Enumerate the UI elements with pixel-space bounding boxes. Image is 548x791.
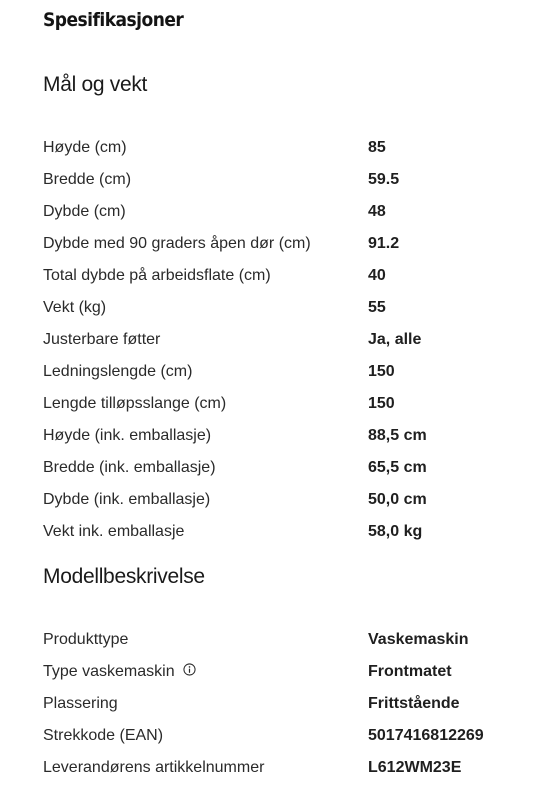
model-description-section (43, 562, 513, 784)
spec-row-cord-length (43, 356, 513, 388)
section-title-model: Modellbeskrivelse (43, 565, 205, 588)
spec-value: Frontmatet (368, 663, 452, 680)
spec-label: Ledningslengde (cm) (43, 363, 193, 380)
spec-row-width (43, 164, 513, 196)
spec-row-total-depth-worktop (43, 260, 513, 292)
spec-row-weight (43, 292, 513, 324)
model-spec-list (43, 624, 513, 784)
spec-value: 150 (368, 363, 395, 380)
spec-label: Justerbare føtter (43, 331, 161, 348)
section-title-dimensions: Mål og vekt (43, 73, 148, 96)
info-icon[interactable] (183, 663, 196, 676)
spec-label: Høyde (cm) (43, 139, 127, 156)
spec-value: 58,0 kg (368, 523, 423, 540)
spec-row-depth-door-open (43, 228, 513, 260)
spec-row-weight-packaged (43, 516, 513, 548)
page-heading: Spesifikasjoner (43, 9, 184, 31)
spec-value: Vaskemaskin (368, 631, 469, 648)
spec-label: Dybde (ink. emballasje) (43, 491, 211, 508)
spec-label: Høyde (ink. emballasje) (43, 427, 212, 444)
spec-row-depth (43, 196, 513, 228)
spec-label: Total dybde på arbeidsflate (cm) (43, 267, 271, 284)
spec-label-text: Type vaskemaskin (43, 663, 175, 680)
spec-row-inlet-hose-length (43, 388, 513, 420)
spec-row-placement (43, 688, 513, 720)
spec-label: Bredde (ink. emballasje) (43, 459, 216, 476)
spec-label: Bredde (cm) (43, 171, 132, 188)
spec-label: Dybde med 90 graders åpen dør (cm) (43, 235, 311, 252)
spec-label: Leverandørens artikkelnummer (43, 759, 265, 776)
spec-row-height-packaged (43, 420, 513, 452)
spec-row-width-packaged (43, 452, 513, 484)
spec-label: Vekt (kg) (43, 299, 107, 316)
spec-row-height (43, 132, 513, 164)
spec-value: 59.5 (368, 171, 400, 188)
spec-label: Strekkode (EAN) (43, 727, 164, 744)
spec-label: Vekt ink. emballasje (43, 523, 185, 540)
spec-label-with-icon (43, 656, 196, 688)
spec-row-supplier-article-number (43, 752, 513, 784)
spec-row-adjustable-feet (43, 324, 513, 356)
spec-row-depth-packaged (43, 484, 513, 516)
spec-row-barcode-ean (43, 720, 513, 752)
spec-row-washer-type (43, 656, 513, 688)
spec-label: Dybde (cm) (43, 203, 126, 220)
spec-value: 85 (368, 139, 386, 156)
spec-value: 40 (368, 267, 386, 284)
spec-value: Frittstående (368, 695, 460, 712)
spec-value: 150 (368, 395, 395, 412)
spec-label: Produkttype (43, 631, 129, 648)
spec-value: L612WM23E (368, 759, 462, 776)
spec-value: 50,0 cm (368, 491, 427, 508)
spec-row-product-type (43, 624, 513, 656)
spec-value: Ja, alle (368, 331, 422, 348)
spec-value: 55 (368, 299, 386, 316)
spec-value: 65,5 cm (368, 459, 427, 476)
spec-value: 48 (368, 203, 386, 220)
dimensions-spec-list (43, 132, 513, 548)
spec-value: 88,5 cm (368, 427, 427, 444)
spec-label: Lengde tilløpsslange (cm) (43, 395, 227, 412)
spec-label: Plassering (43, 695, 118, 712)
spec-value: 91.2 (368, 235, 400, 252)
dimensions-section (43, 70, 513, 548)
spec-value: 5017416812269 (368, 727, 484, 744)
